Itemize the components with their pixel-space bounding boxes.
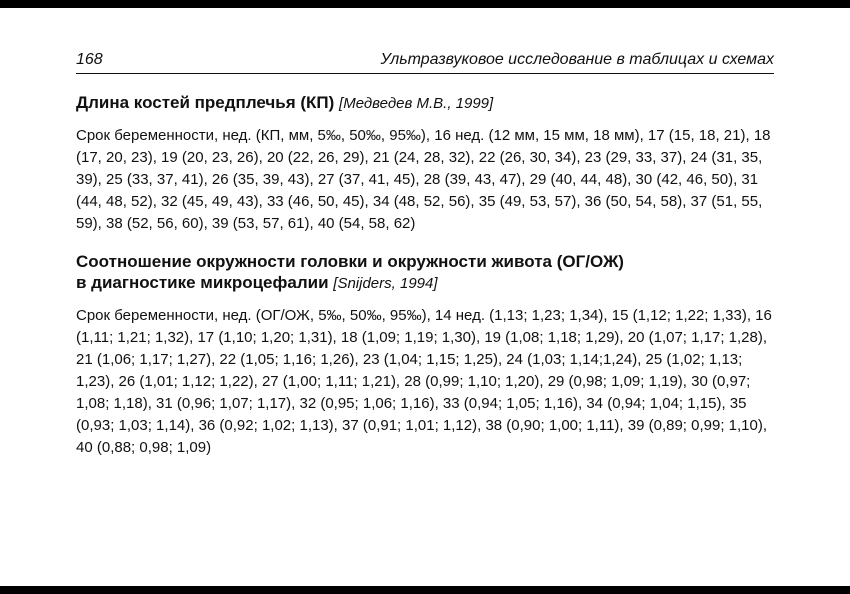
document-page <box>76 50 774 459</box>
section-reference: [Медведев М.В., 1999] <box>339 95 494 112</box>
section-reference: [Snijders, 1994] <box>333 275 438 292</box>
section-title-head-abdomen-ratio <box>76 251 774 294</box>
running-header <box>76 50 774 74</box>
top-edge-bar <box>0 0 850 8</box>
section-body-forearm-bones: Срок беременности, нед. (КП, мм, 5‰, 50‰, 95‰), 16 нед. (12 мм, 15 мм, 18 мм), 17 (15, 18, 21), 18 (17, 20, 23), 19 (20, 23, 26), 20 (22, 26, 29), 21 (24, 28, 32), 22 (26, 30, 34), 23 (29, 33, 37), 24 (31, 35, 39), 25 (33, 37, 41), 26 (35, 39, 43), 27 (37, 41, 45), 28 (39, 43, 47), 29 (40, 44, 48), 30 (42, 46, 50), 31 (44, 48, 52), 32 (45, 49, 43), 33 (46, 50, 45), 34 (48, 52, 56), 35 (49, 53, 57), 36 (50, 54, 58), 37 (51, 55, 59), 38 (52, 56, 60), 39 (53, 57, 61), 40 (54, 58, 62) <box>76 127 771 232</box>
section-title-line-1: Соотношение окружности головки и окружности живота (ОГ/ОЖ) <box>76 252 624 271</box>
page-number: 168 <box>76 51 103 68</box>
section-title-text: Длина костей предплечья (КП) <box>76 93 335 112</box>
section-title-forearm-bones <box>76 92 774 114</box>
running-title: Ультразвуковое исследование в таблицах и схемах <box>380 51 774 68</box>
bottom-edge-bar <box>0 586 850 594</box>
section-title-line-2: в диагностике микроцефалии <box>76 273 329 292</box>
section-body-head-abdomen-ratio: Срок беременности, нед. (ОГ/ОЖ, 5‰, 50‰, 95‰), 14 нед. (1,13; 1,23; 1,34), 15 (1,12; 1,22; 1,33), 16 (1,11; 1,21; 1,32), 17 (1,10; 1,20; 1,31), 18 (1,09; 1,19; 1,30), 19 (1,08; 1,18; 1,29), 20 (1,07; 1,17; 1,28), 21 (1,06; 1,17; 1,27), 22 (1,05; 1,16; 1,26), 23 (1,04; 1,15; 1,25), 24 (1,03; 1,14;1,24), 25 (1,02; 1,13; 1,23), 26 (1,01; 1,12; 1,22), 27 (1,00; 1,11; 1,21), 28 (0,99; 1,10; 1,20), 29 (0,98; 1,09; 1,19), 30 (0,97; 1,08; 1,18), 31 (0,96; 1,07; 1,17), 32 (0,95; 1,06; 1,16), 33 (0,94; 1,05; 1,16), 34 (0,94; 1,04; 1,15), 35 (0,93; 1,03; 1,14), 36 (0,92; 1,02; 1,13), 37 (0,91; 1,01; 1,12), 38 (0,90; 1,00; 1,11), 39 (0,89; 0,99; 1,10), 40 (0,88; 0,98; 1,09) <box>76 307 772 456</box>
